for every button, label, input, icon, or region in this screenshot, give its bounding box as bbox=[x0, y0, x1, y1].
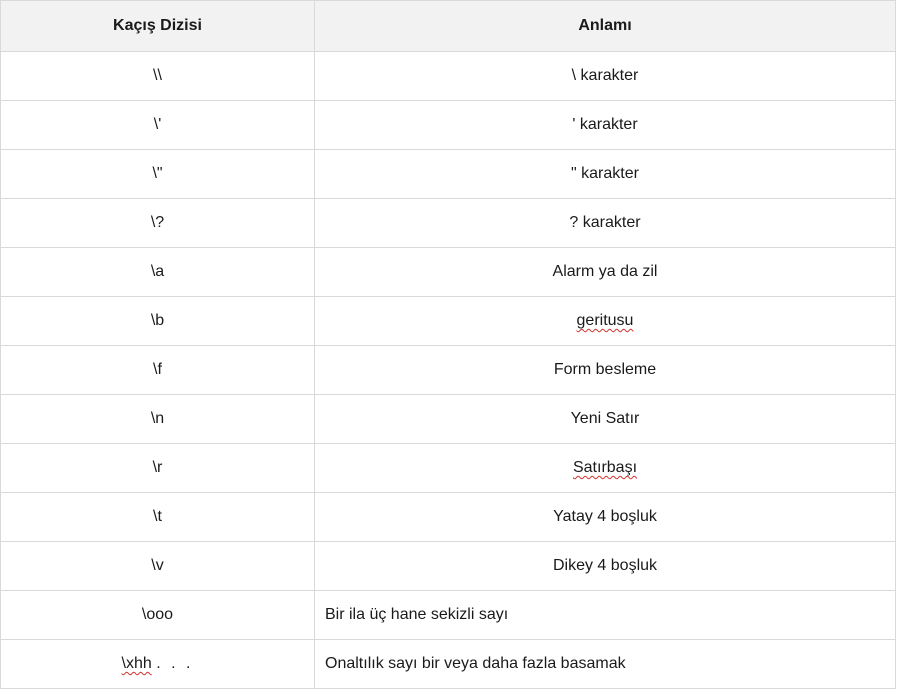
meaning-text-misspelled: Satırbaşı bbox=[572, 459, 638, 476]
table-row bbox=[1, 640, 896, 689]
sequence-cell: \t bbox=[1, 493, 315, 542]
sequence-cell: \v bbox=[1, 542, 315, 591]
sequence-cell: \b bbox=[1, 297, 315, 346]
sequence-cell: \f bbox=[1, 346, 315, 395]
sequence-cell: \\ bbox=[1, 52, 315, 101]
table-row bbox=[1, 493, 896, 542]
sequence-cell: \" bbox=[1, 150, 315, 199]
meaning-cell: Yeni Satır bbox=[315, 395, 896, 444]
table-row bbox=[1, 150, 896, 199]
sequence-cell: \r bbox=[1, 444, 315, 493]
table-row bbox=[1, 444, 896, 493]
sequence-suffix: . . . bbox=[156, 655, 194, 672]
meaning-cell: Onaltılık sayı bir veya daha fazla basamak bbox=[315, 640, 896, 689]
table-row bbox=[1, 591, 896, 640]
meaning-cell bbox=[315, 297, 896, 346]
sequence-cell: \' bbox=[1, 101, 315, 150]
meaning-cell: Form besleme bbox=[315, 346, 896, 395]
table-row bbox=[1, 542, 896, 591]
meaning-text-misspelled: geritusu bbox=[576, 312, 634, 329]
meaning-cell: Alarm ya da zil bbox=[315, 248, 896, 297]
meaning-cell bbox=[315, 444, 896, 493]
meaning-cell: Yatay 4 boşluk bbox=[315, 493, 896, 542]
meaning-cell: Dikey 4 boşluk bbox=[315, 542, 896, 591]
table-row bbox=[1, 101, 896, 150]
sequence-cell: \ooo bbox=[1, 591, 315, 640]
meaning-cell: ? karakter bbox=[315, 199, 896, 248]
meaning-cell: ' karakter bbox=[315, 101, 896, 150]
table-row bbox=[1, 297, 896, 346]
table-header-row bbox=[1, 1, 896, 52]
table-row bbox=[1, 395, 896, 444]
meaning-cell: \ karakter bbox=[315, 52, 896, 101]
sequence-cell: \? bbox=[1, 199, 315, 248]
sequence-cell: \a bbox=[1, 248, 315, 297]
table-row bbox=[1, 52, 896, 101]
meaning-cell: " karakter bbox=[315, 150, 896, 199]
table-row bbox=[1, 248, 896, 297]
table-row bbox=[1, 199, 896, 248]
column-header-meaning: Anlamı bbox=[315, 1, 896, 52]
sequence-text-misspelled: \xhh bbox=[121, 655, 152, 672]
meaning-cell: Bir ila üç hane sekizli sayı bbox=[315, 591, 896, 640]
sequence-cell: \n bbox=[1, 395, 315, 444]
table-row bbox=[1, 346, 896, 395]
sequence-cell bbox=[1, 640, 315, 689]
column-header-sequence: Kaçış Dizisi bbox=[1, 1, 315, 52]
